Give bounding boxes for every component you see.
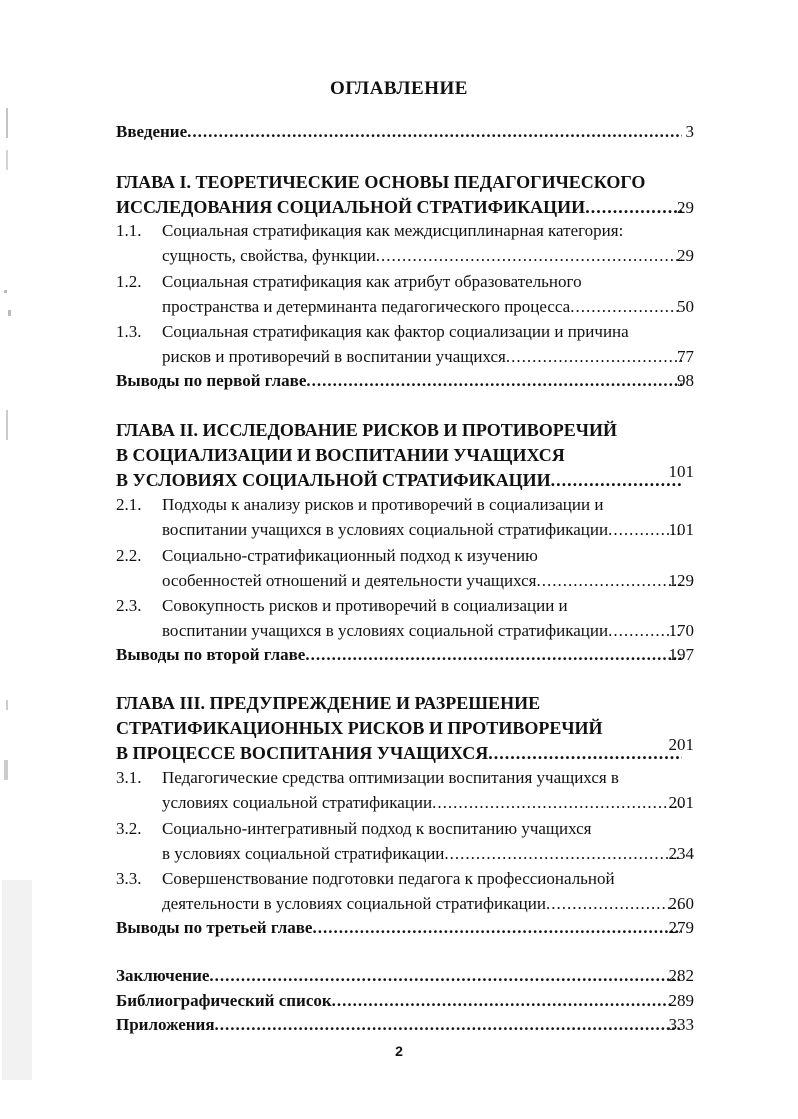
page-title: ОГЛАВЛЕНИЕ <box>330 78 468 99</box>
section-3-3-line[interactable]: Совершенствование подготовки педагога к профессиональной <box>162 869 615 888</box>
toc-label: В УСЛОВИЯХ СОЦИАЛЬНОЙ СТРАТИФИКАЦИИ <box>116 470 551 490</box>
chapter-1-title-line[interactable] <box>116 195 682 219</box>
chapter-3-title-line[interactable]: СТРАТИФИКАЦИОННЫХ РИСКОВ И ПРОТИВОРЕЧИЙ <box>116 718 603 738</box>
toc-page: 170 <box>668 621 694 640</box>
toc-label: Выводы по второй главе <box>116 645 306 664</box>
toc-label: Введение <box>116 122 188 141</box>
section-number: 2.3. <box>116 596 142 615</box>
section-1-3-line[interactable]: Социальная стратификация как фактор социализации и причина <box>162 322 629 341</box>
scan-mark <box>2 880 32 1080</box>
toc-entry-conclusion-3[interactable] <box>116 916 682 940</box>
toc-page: 98 <box>677 371 694 390</box>
toc-page: 129 <box>668 571 694 590</box>
section-number: 3.2. <box>116 819 142 838</box>
chapter-3-title-line[interactable] <box>116 741 682 765</box>
section-3-2-line[interactable]: Социально-интегративный подход к воспитанию учащихся <box>162 819 592 838</box>
section-number: 1.3. <box>116 322 142 341</box>
section-1-2-line[interactable]: Социальная стратификация как атрибут образовательного <box>162 272 582 291</box>
toc-page: 29 <box>677 246 694 265</box>
section-1-2-line[interactable] <box>162 295 682 319</box>
section-1-3-line[interactable] <box>162 345 682 369</box>
toc-page: 260 <box>668 894 694 913</box>
chapter-2-title-line[interactable] <box>116 468 682 492</box>
scan-mark <box>8 310 11 316</box>
page-number: 2 <box>395 1043 403 1059</box>
toc-page: 50 <box>677 297 694 316</box>
toc-entry-conclusion-2[interactable] <box>116 643 682 667</box>
toc-page: 197 <box>668 645 694 664</box>
toc-page: 201 <box>668 793 694 812</box>
toc-label: в условиях социальной стратификации <box>162 844 445 863</box>
toc-page: 3 <box>685 122 694 141</box>
section-number: 1.2. <box>116 272 142 291</box>
toc-page: 77 <box>677 347 694 366</box>
toc-label: Библиографический список <box>116 991 332 1010</box>
toc-label: рисков и противоречий в воспитании учащихся <box>162 347 506 366</box>
toc-page: 289 <box>668 991 694 1010</box>
section-1-1-line[interactable] <box>162 244 682 268</box>
toc-label: Выводы по третьей главе <box>116 918 313 937</box>
toc-label: Приложения <box>116 1015 215 1034</box>
section-2-3-line[interactable]: Совокупность рисков и противоречий в социализации и <box>162 596 568 615</box>
scan-mark <box>6 410 8 440</box>
toc-label: Выводы по первой главе <box>116 371 307 390</box>
toc-page: 101 <box>668 520 694 539</box>
toc-label: особенностей отношений и деятельности учащихся <box>162 571 537 590</box>
toc-label: пространства и детерминанта педагогического процесса <box>162 297 571 316</box>
toc-page: 101 <box>668 462 694 481</box>
section-1-1-line[interactable]: Социальная стратификация как междисциплинарная категория: <box>162 221 624 240</box>
toc-page: 234 <box>668 844 694 863</box>
section-number: 3.1. <box>116 768 142 787</box>
section-number: 2.1. <box>116 495 142 514</box>
toc-entry-appendices[interactable] <box>116 1013 682 1037</box>
section-number: 1.1. <box>116 221 142 240</box>
section-2-1-line[interactable]: Подходы к анализу рисков и противоречий в социализации и <box>162 495 604 514</box>
scan-mark <box>6 150 8 170</box>
section-3-3-line[interactable] <box>162 892 682 916</box>
toc-entry-bibliography[interactable] <box>116 989 672 1013</box>
chapter-2-title-line[interactable]: ГЛАВА II. ИССЛЕДОВАНИЕ РИСКОВ И ПРОТИВОРЕЧИЙ <box>116 420 617 440</box>
toc-entry-zaklyuchenie[interactable] <box>116 964 682 988</box>
section-2-3-line[interactable] <box>162 619 682 643</box>
section-number: 3.3. <box>116 869 142 888</box>
toc-label: деятельности в условиях социальной стратификации <box>162 894 546 913</box>
scan-mark <box>4 290 7 293</box>
section-2-2-line[interactable]: Социально-стратификационный подход к изучению <box>162 546 538 565</box>
scan-mark <box>4 760 8 780</box>
toc-label: воспитании учащихся в условиях социальной стратификации <box>162 621 609 640</box>
toc-page: 333 <box>668 1015 694 1034</box>
section-2-2-line[interactable] <box>162 569 682 593</box>
section-3-1-line[interactable] <box>162 791 682 815</box>
section-2-1-line[interactable] <box>162 518 682 542</box>
toc-page: 201 <box>668 735 694 754</box>
toc-label: Заключение <box>116 966 210 985</box>
toc-entry-intro[interactable] <box>116 120 682 144</box>
chapter-1-title-line[interactable]: ГЛАВА I. ТЕОРЕТИЧЕСКИЕ ОСНОВЫ ПЕДАГОГИЧЕСКОГО <box>116 172 646 192</box>
section-number: 2.2. <box>116 546 142 565</box>
scan-mark <box>6 700 8 710</box>
toc-label: В ПРОЦЕССЕ ВОСПИТАНИЯ УЧАЩИХСЯ <box>116 743 489 763</box>
toc-label: сущность, свойства, функции <box>162 246 376 265</box>
toc-page: 279 <box>668 918 694 937</box>
toc-entry-conclusion-1[interactable] <box>116 369 682 393</box>
toc-label: условиях социальной стратификации <box>162 793 433 812</box>
toc-label: воспитании учащихся в условиях социальной стратификации <box>162 520 609 539</box>
toc-page: 29 <box>677 198 694 217</box>
toc-page: 282 <box>668 966 694 985</box>
scan-mark <box>6 108 8 138</box>
section-3-2-line[interactable] <box>162 842 682 866</box>
chapter-2-title-line[interactable]: В СОЦИАЛИЗАЦИИ И ВОСПИТАНИИ УЧАЩИХСЯ <box>116 445 565 465</box>
toc-label: ИССЛЕДОВАНИЯ СОЦИАЛЬНОЙ СТРАТИФИКАЦИИ <box>116 197 586 217</box>
chapter-3-title-line[interactable]: ГЛАВА III. ПРЕДУПРЕЖДЕНИЕ И РАЗРЕШЕНИЕ <box>116 693 541 713</box>
section-3-1-line[interactable]: Педагогические средства оптимизации воспитания учащихся в <box>162 768 619 787</box>
